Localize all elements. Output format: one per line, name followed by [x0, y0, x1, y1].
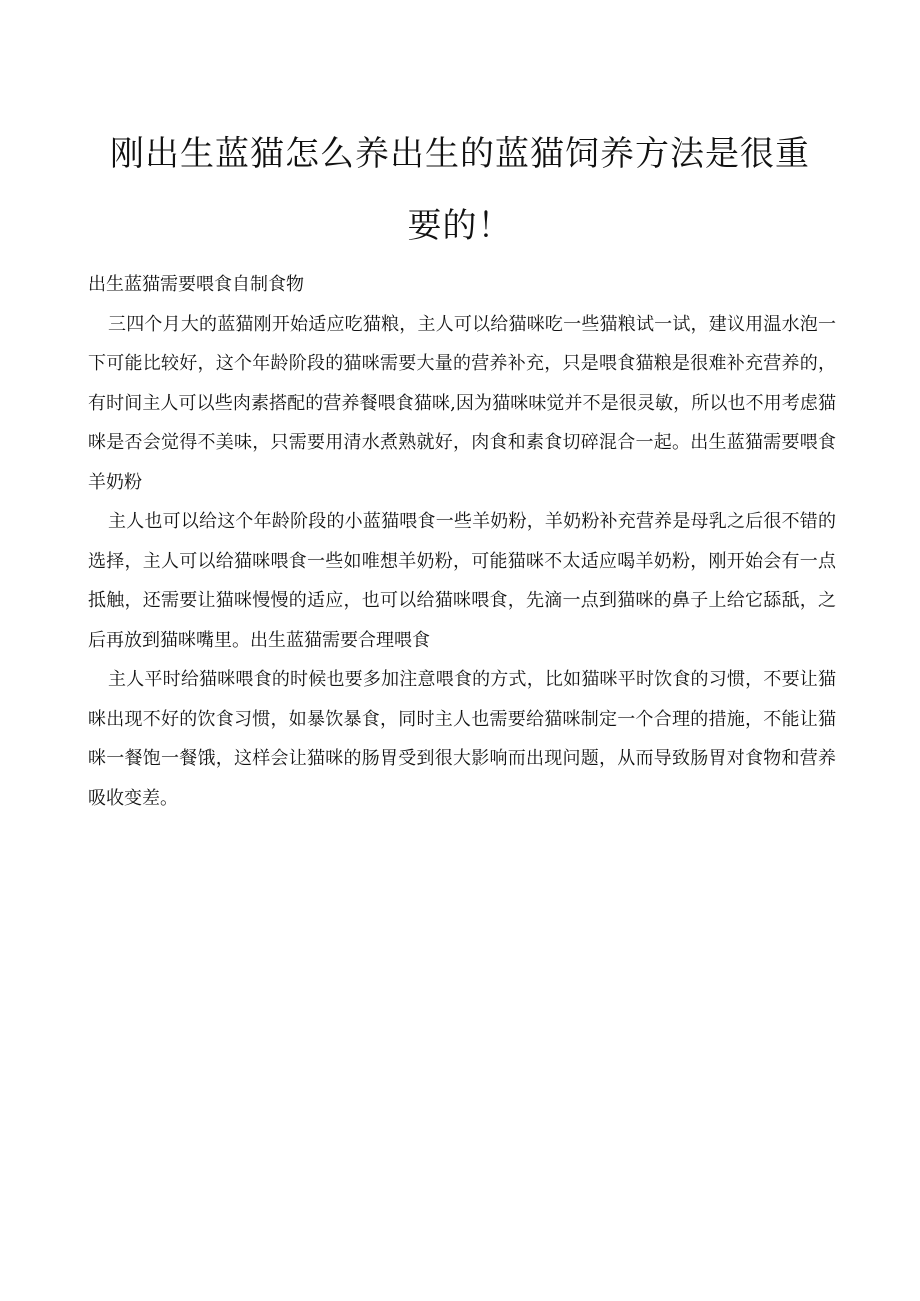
section-heading-goat-milk-powder: 出生蓝猫需要喂食羊奶粉 [88, 432, 836, 493]
paragraph-homemade-food [88, 305, 836, 503]
paragraph-goat-milk-powder [88, 502, 836, 660]
page-title-line-2: 要的！ [407, 206, 513, 246]
paragraph-reasonable-feeding: 主人平时给猫咪喂食的时候也要多加注意喂食的方式，比如猫咪平时饮食的习惯，不要让猫咪出现不好的饮食习惯，如暴饮暴食，同时主人也需要给猫咪制定一个合理的措施，不能让猫咪一餐饱一餐饿，这样会让猫咪的肠胃受到很大影响而出现问题，从而导致肠胃对食物和营养吸收变差。 [88, 669, 836, 809]
section-heading-reasonable-feeding: 出生蓝猫需要合理喂食 [250, 629, 430, 651]
paragraph-text: 主人也可以给这个年龄阶段的小蓝猫喂食一些羊奶粉，羊奶粉补充营养是母乳之后很不错的选择，主人可以给猫咪喂食一些如唯想羊奶粉，可能猫咪不太适应喝羊奶粉，刚开始会有一点抵触，还需要让猫咪慢慢的适应，也可以给猫咪喂食，先滴一点到猫咪的鼻子上给它舔舐，之后再放到猫咪嘴里。 [88, 511, 836, 651]
page-title-line-1: 刚出生蓝猫怎么养出生的蓝猫饲养方法是很重 [110, 134, 810, 174]
article-body [88, 265, 836, 818]
paragraph-text: 三四个月大的蓝猫刚开始适应吃猫粮，主人可以给猫咪吃一些猫粮试一试，建议用温水泡一下可能比较好，这个年龄阶段的猫咪需要大量的营养补充，只是喂食猫粮是很难补充营养的，有时间主人可以些肉素搭配的营养餐喂食猫咪,因为猫咪味觉并不是很灵敏，所以也不用考虑猫咪是否会觉得不美味，只需要用清水煮熟就好，肉食和素食切碎混合一起。 [88, 313, 836, 453]
section-heading-homemade-food: 出生蓝猫需要喂食自制食物 [88, 274, 304, 295]
